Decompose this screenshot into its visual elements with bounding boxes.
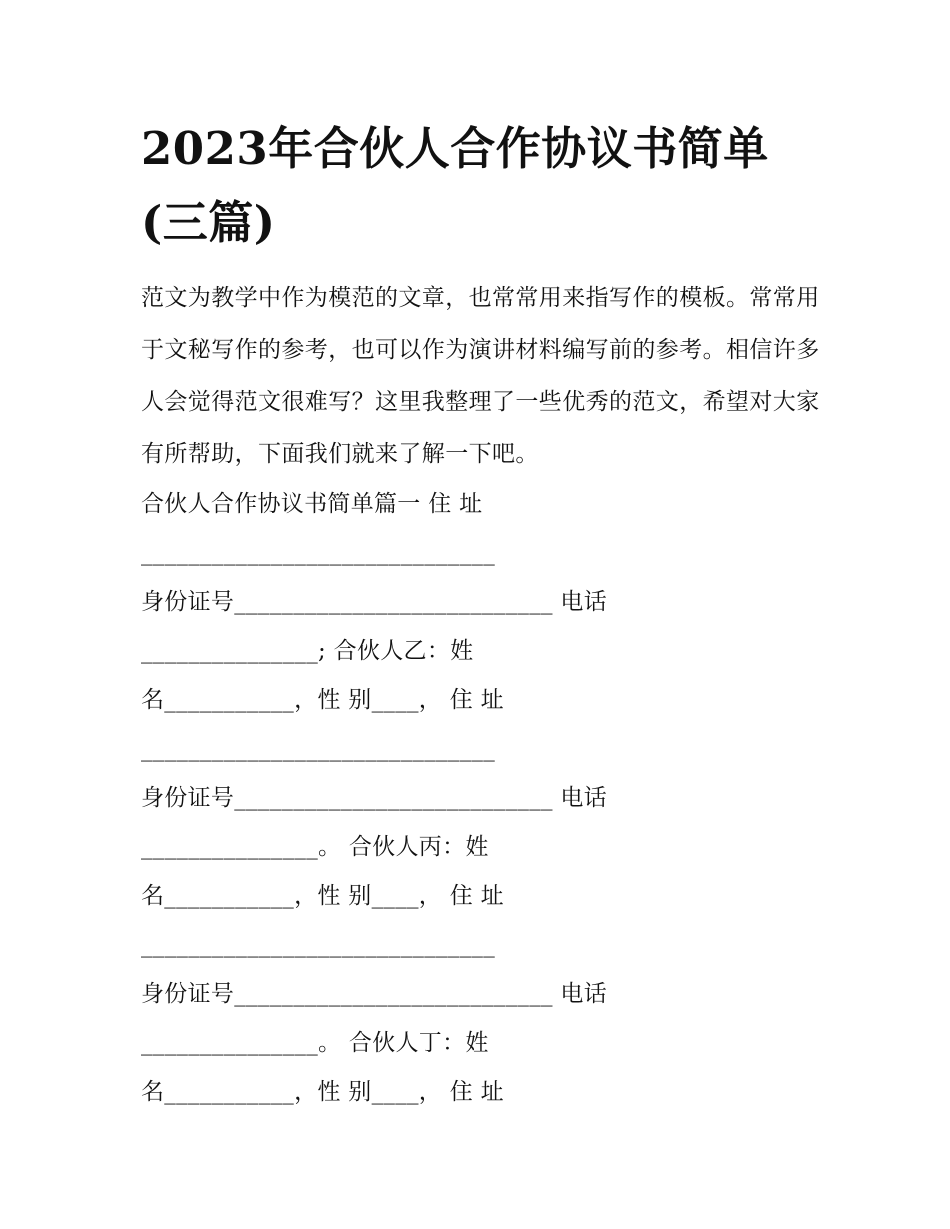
form-line: 身份证号___________________________ 电话: [141, 589, 608, 615]
form-line: ______________________________: [141, 540, 495, 566]
partner-form: [141, 480, 821, 1117]
document-title: 2023年合伙人合作协议书简单 (三篇): [141, 122, 769, 249]
intro-paragraph: 范文为教学中作为模范的文章，也常常用来指写作的模板。常常用于文秘写作的参考，也可以作为演讲材料编写前的参考。相信许多人会觉得范文很难写？这里我整理了一些优秀的范文，希望对大家有所帮助，下面我们就来了解一下吧。: [141, 285, 820, 467]
form-line: ______________________________: [141, 932, 495, 958]
form-line: 名___________，性 别____， 住 址: [141, 1079, 504, 1105]
document-page: [141, 112, 821, 1117]
form-line: 名___________，性 别____， 住 址: [141, 687, 504, 713]
form-line: _______________。 合伙人丙：姓: [141, 834, 489, 860]
form-line: _______________; 合伙人乙：姓: [141, 638, 474, 664]
form-line: _______________。 合伙人丁：姓: [141, 1030, 489, 1056]
form-line: 合伙人合作协议书简单篇一 住 址: [141, 491, 483, 517]
form-line: 名___________，性 别____， 住 址: [141, 883, 504, 909]
form-line: 身份证号___________________________ 电话: [141, 785, 608, 811]
form-line: ______________________________: [141, 736, 495, 762]
form-line: 身份证号___________________________ 电话: [141, 981, 608, 1007]
